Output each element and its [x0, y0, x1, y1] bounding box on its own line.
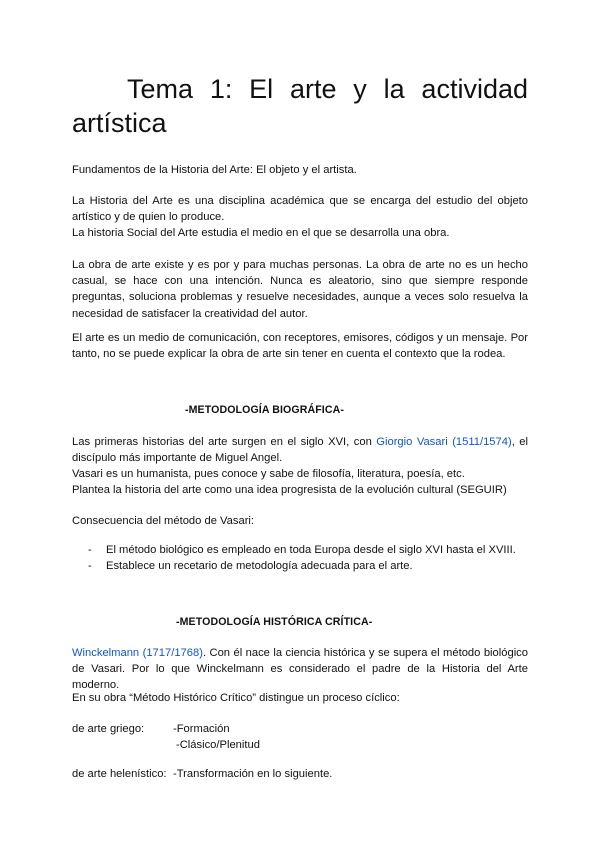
page-title: Tema 1: El arte y la actividad artística — [72, 74, 528, 138]
paragraph-winckelmann — [72, 645, 528, 694]
bullet-dash: - — [88, 544, 92, 556]
vasari-link[interactable]: Giorgio Vasari (1511/1574) — [376, 436, 512, 448]
paragraph-vasari-progress: Plantea la historia del arte como una idea progresista de la evolución cultural (SEGUIR) — [72, 484, 507, 496]
section-heading-critical: -METODOLOGÍA HISTÓRICA CRÍTICA- — [176, 616, 373, 628]
winckelmann-link[interactable]: Winckelmann (1717/1768) — [72, 647, 203, 659]
greek-art-label: de arte griego: — [72, 723, 145, 735]
greek-formation: -Formación — [173, 723, 230, 735]
bullet-dash: - — [88, 560, 92, 573]
paragraph-communication: El arte es un medio de comunicación, con receptores, emisores, códigos y un mensaje. Por tanto, no se puede explicar la obra de arte sin tener en cuenta el contexto que la rodea. — [72, 332, 528, 361]
list-item-text: El método biológico es empleado en toda Europa desde el siglo XVI hasta el XVIII. — [106, 544, 516, 556]
hellenistic-art-label: de arte helenístico: — [72, 768, 167, 780]
list-item — [88, 542, 528, 558]
section-heading-biographical: -METODOLOGÍA BIOGRÁFICA- — [185, 404, 344, 416]
winckelmann-text: . Con él nace la ciencia histórica y se supera el método biológico de Vasari. Por lo que Winckelmann es considerado el padre de la Historia del Arte moderno. — [72, 647, 528, 692]
first-histories-after: , el discípulo más importante de Miguel Angel. — [72, 436, 529, 465]
paragraph-cyclic-process: En su obra “Método Histórico Crítico” distingue un proceso cíclico: — [72, 692, 400, 704]
definition-line: La Historia del Arte es una disciplina académica que se encarga del estudio del objeto artístico y de quien lo produce. — [72, 195, 528, 224]
hellenistic-art-row — [72, 766, 528, 784]
paragraph-definition — [72, 193, 528, 225]
paragraph-first-histories — [72, 434, 528, 466]
greek-art-row — [72, 721, 528, 755]
intro-text: Fundamentos de la Historia del Arte: El objeto y el artista. — [72, 164, 357, 176]
hellenistic-transformation: -Transformación en lo siguiente. — [173, 768, 333, 780]
consequence-label: Consecuencia del método de Vasari: — [72, 515, 255, 527]
list-item — [88, 558, 528, 574]
paragraph-vasari-humanist: Vasari es un humanista, pues conoce y sabe de filosofía, literatura, poesía, etc. — [72, 468, 465, 480]
greek-classical: -Clásico/Plenitud — [176, 739, 260, 751]
list-item-text: Establece un recetario de metodología adecuada para el arte. — [106, 560, 413, 573]
paragraph-work-of-art: La obra de arte existe y es por y para muchas personas. La obra de arte no es un hecho casual, se hace con una intención. Nunca es aleatorio, sino que siempre responde preguntas, soluciona problemas y resuelve necesidades, aunque a veces solo resuelva la necesidad de satisfacer la creatividad del autor. — [72, 259, 528, 320]
consequence-list — [88, 542, 528, 574]
first-histories-before: Las primeras historias del arte surgen en el siglo XVI, con — [72, 436, 377, 448]
paragraph-social-history: La historia Social del Arte estudia el medio en el que se desarrolla una obra. — [72, 227, 450, 239]
